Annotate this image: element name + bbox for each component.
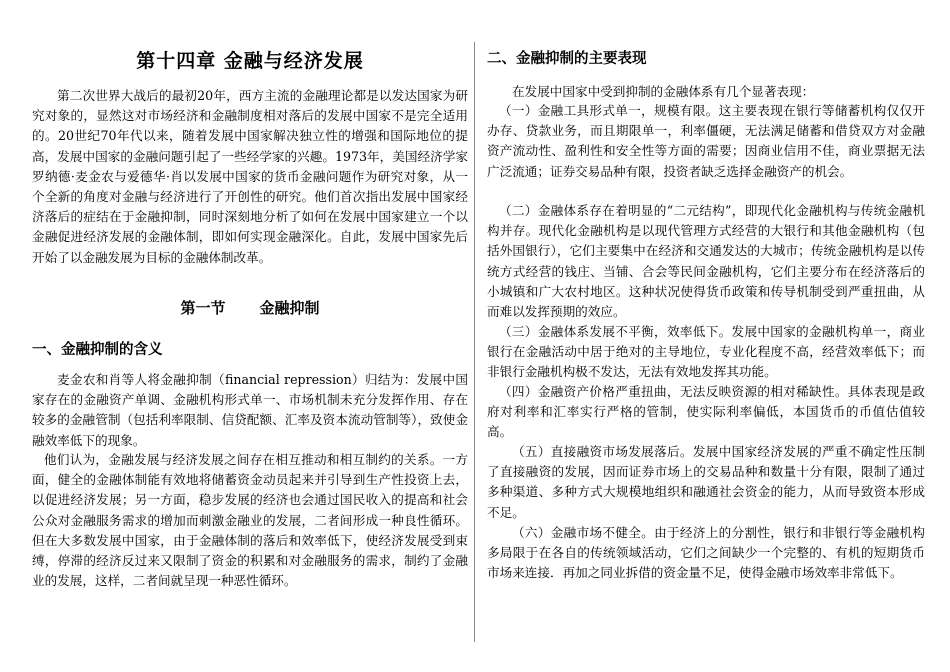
list-item: （二）金融体系存在着明显的“二元结构”，即现代化金融机构与传统金融机构并存。现代化金融机构是以现代管理方式经营的大银行和其他金融机构（包括外国银行），它们主要集中在经济和交通发达的大城市；传统金融机构是以传统方式经营的钱庄、当铺、合会等民间金融机构，它们主要分布在经济落后的小城镇和广大农村地区。这种状况使得货币政策和传导机制受到严重扭曲，从而难以发挥预期的效应。 [487, 203, 925, 320]
intro-paragraph: 第二次世界大战后的最初20年，西方主流的金融理论都是以发达国家为研究对象的，显然这对市场经济和金融制度相对落后的发展中国家不是完全适用的。20世纪70年代以来，随着发展中国家解决独立性的增强和国际地位的提高，发展中国家的金融问题引起了一些经学家的兴趣。1973年，美国经济学家罗纳德·麦金农与爱德华·肖以发展中国家的货币金融问题作为研究对象，从一个全新的角度对金融与经济进行了开创性的研究。他们首次指出发展中国家经济落后的症结在于金融抑制，同时深刻地分析了如何在发展中国家建立一个以金融促进经济发展的金融体制，即如何实现金融深化。自此，发展中国家先后开始了以金融发展为目标的金融体制改革。 [32, 88, 468, 265]
list-item: （五）直接融资市场发展落后。发展中国家经济发展的严重不确定性压制了直接融资的发展，因而证券市场上的交易品种和数量十分有限，限制了通过多种渠道、多种方式大规模地组织和融通社会资金的能力，从而导致资本形成不足。 [487, 444, 925, 520]
section-name: 金融抑制 [259, 299, 320, 317]
list-item: （一）金融工具形式单一，规模有限。这主要表现在银行等储蓄机构仅仅开办存、贷款业务，而且期限单一，利率僵硬，无法满足储蓄和借贷双方对金融资产流动性、盈利性和安全性等方面的需要；因商业信用不佳，商业票据无法广泛流通；证券交易品种有限，投资者缺乏选择金融资产的机会。 [487, 103, 925, 179]
definition-paragraph: 麦金农和肖等人将金融抑制（financial repression）归结为：发展中国家存在的金融资产单调、金融机构形式单一、市场机制未充分发挥作用、存在较多的金融管制（包括利率限制、信贷配额、汇率及资本流动管制等），致使金融效率低下的现象。 [32, 372, 468, 448]
section-number: 第一节 [180, 299, 226, 317]
relationship-paragraph: 他们认为，金融发展与经济发展之间存在相互推动和相互制约的关系。一方面，健全的金融体制能有效地将储蓄资金动员起来并引导到生产性投资上去，以促进经济发展；另一方面，稳步发展的经济也会通过国民收入的提高和社会公众对金融服务需求的增加而刺激金融业的发展，二者间形成一种良性循环。但在大多数发展中国家，由于金融体制的落后和效率低下，使经济发展受到束缚，停滞的经济反过来又限制了资金的积累和对金融服务的需求，制约了金融业的发展，这样，二者间就呈现一种恶性循环。 [32, 452, 468, 589]
section-title [32, 297, 468, 318]
list-item: （六）金融市场不健全。由于经济上的分割性，银行和非银行等金融机构多局限于在各自的传统领域活动，它们之间缺少一个完整的、有机的短期货币市场来连接．再加之同业拆借的资金量不足，使得金融市场效率非常低下。 [487, 525, 925, 581]
lead-paragraph: 在发展中国家中受到抑制的金融体系有几个显著表现： [512, 84, 815, 99]
list-item: （四）金融资产价格严重扭曲，无法反映资源的相对稀缺性。具体表现是政府对利率和汇率实行严格的管制，使实际利率偏低，本国货币的币值估值较高。 [487, 384, 925, 440]
subsection-title-1: 一、金融抑制的含义 [32, 342, 163, 358]
list-item: （三）金融体系发展不平衡，效率低下。发展中国家的金融机构单一，商业银行在金融活动中居于绝对的主导地位，专业化程度不高，经营效率低下；而非银行金融机构极不发达，无法有效地发挥其功能。 [487, 324, 925, 380]
chapter-title: 第十四章 金融与经济发展 [136, 50, 364, 72]
subsection-title-2: 二、金融抑制的主要表现 [487, 51, 647, 67]
column-divider [474, 42, 475, 642]
